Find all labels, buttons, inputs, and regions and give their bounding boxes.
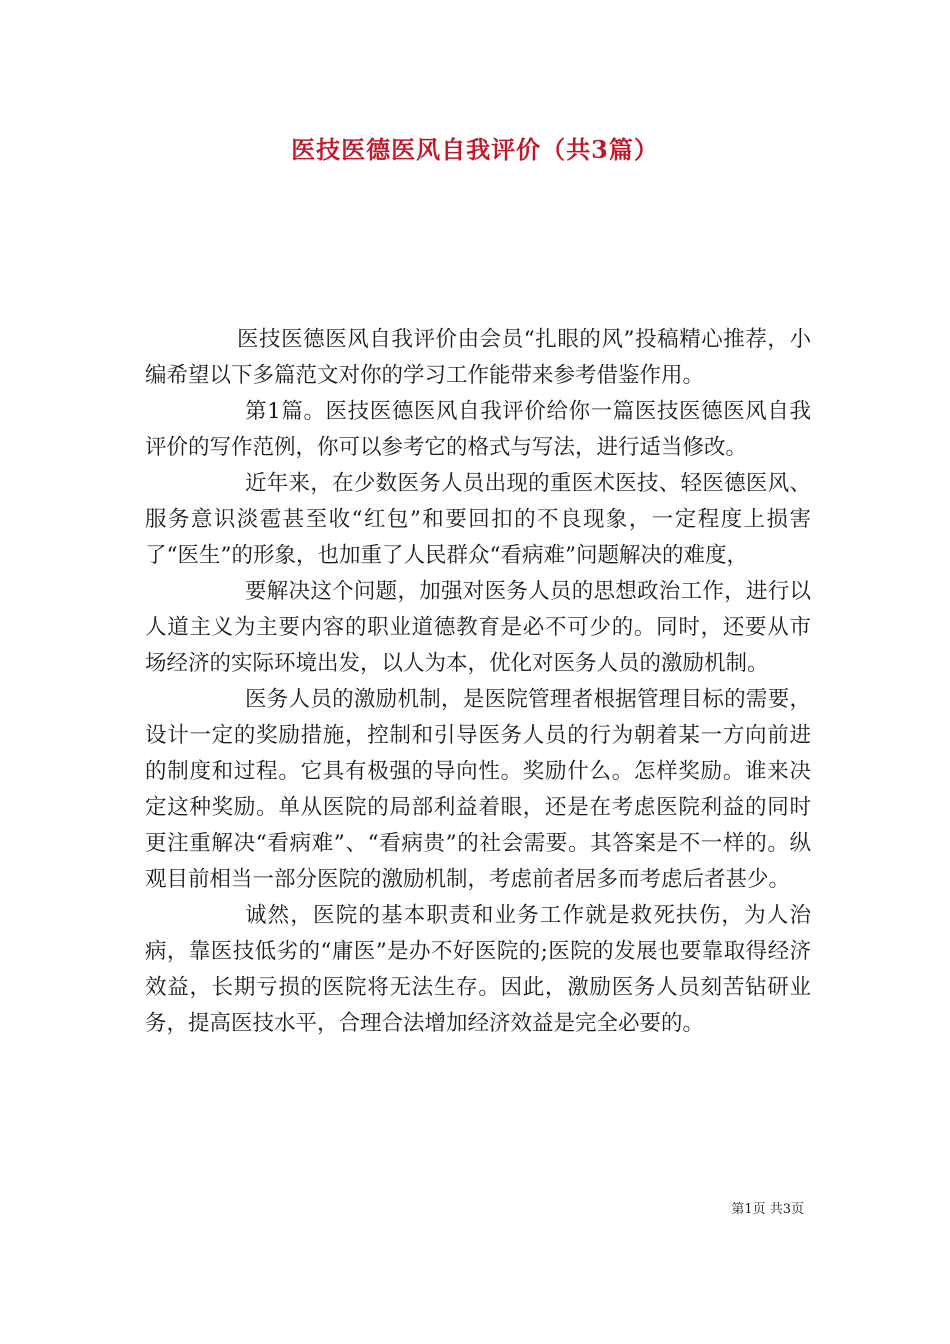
paragraph-intro: 医技医德医风自我评价由会员“扎眼的风”投稿精心推荐，小编希望以下多篇范文对你的学习工作能带来参考借鉴作用。 bbox=[145, 327, 811, 388]
paragraph-3: 要解决这个问题，加强对医务人员的思想政治工作，进行以人道主义为主要内容的职业道德教育是必不可少的。同时，还要从市场经济的实际环境出发，以人为本，优化对医务人员的激励机制。 bbox=[145, 579, 811, 676]
paragraph-2: 近年来，在少数医务人员出现的重医术医技、轻医德医风、服务意识淡雹甚至收“红包”和要回扣的不良现象，一定程度上损害了“医生”的形象，也加重了人民群众“看病难”问题解决的难度， bbox=[145, 471, 811, 568]
document-title: 医技医德医风自我评价（共3篇） bbox=[291, 135, 659, 164]
paragraph-5: 诚然，医院的基本职责和业务工作就是救死扶伤，为人治病，靠医技低劣的“庸医”是办不好医院的;医院的发展也要靠取得经济效益，长期亏损的医院将无法生存。因此，激励医务人员刻苦钻研业务，提高医技水平，合理合法增加经济效益是完全必要的。 bbox=[145, 903, 811, 1036]
paragraph-4: 医务人员的激励机制，是医院管理者根据管理目标的需要，设计一定的奖励措施，控制和引导医务人员的行为朝着某一方向前进的制度和过程。它具有极强的导向性。奖励什么。怎样奖励。谁来决定这种奖励。单从医院的局部利益着眼，还是在考虑医院利益的同时更注重解决“看病难”、“看病贵”的社会需要。其答案是不一样的。纵观目前相当一部分医院的激励机制，考虑前者居多而考虑后者甚少。 bbox=[145, 687, 811, 892]
page-footer: 第1页 共3页 bbox=[731, 1202, 804, 1217]
paragraph-1: 第1篇。医技医德医风自我评价给你一篇医技医德医风自我评价的写作范例，你可以参考它的格式与写法，进行适当修改。 bbox=[145, 399, 811, 460]
document-body bbox=[145, 322, 811, 1042]
